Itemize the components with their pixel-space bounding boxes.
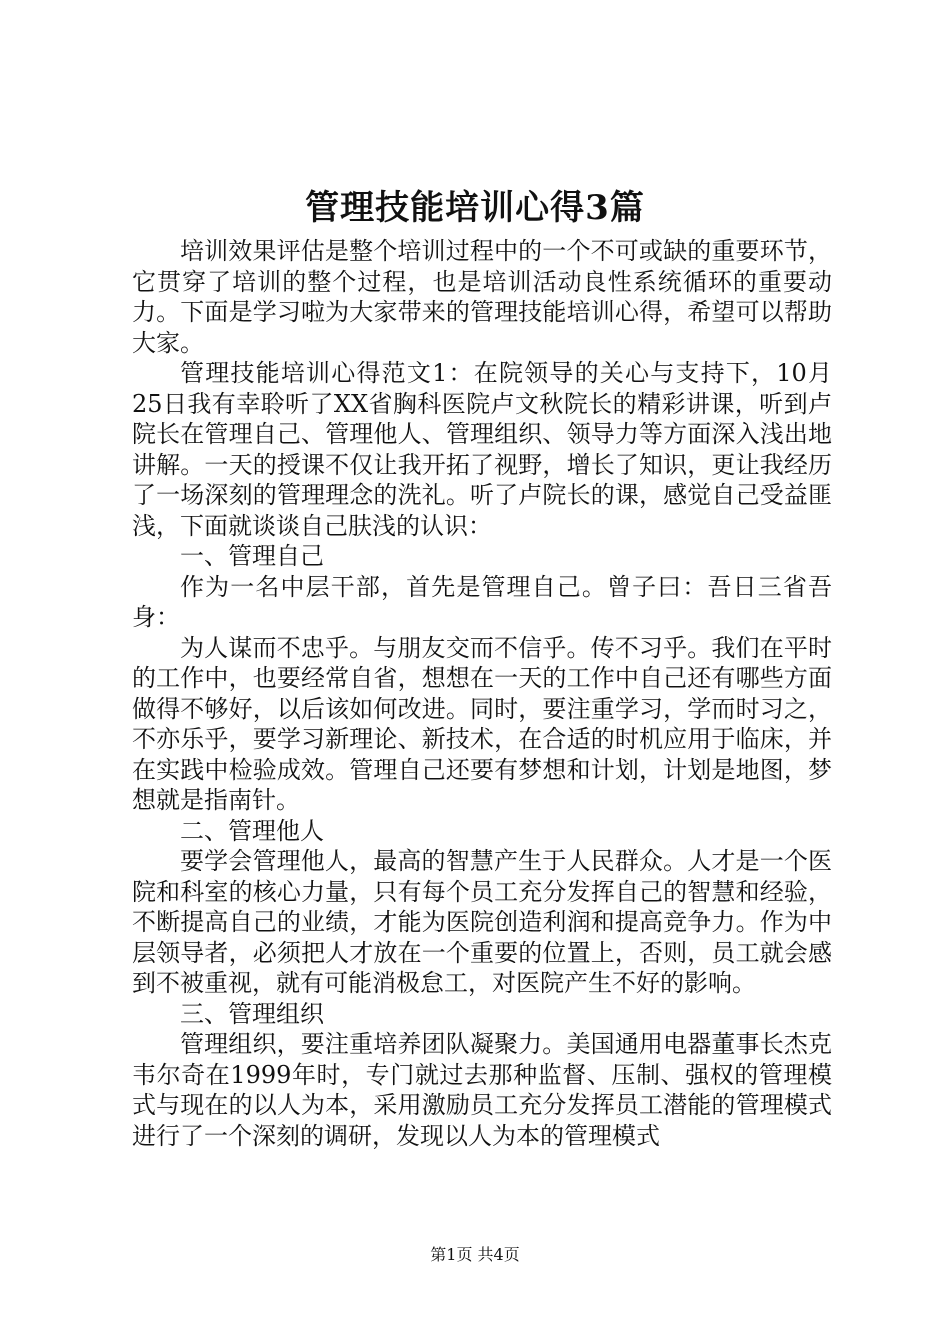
document-body — [132, 236, 832, 1151]
paragraph-manage-organization: 管理组织，要注重培养团队凝聚力。美国通用电器董事长杰克韦尔奇在1999年时，专门就过去那种监督、压制、强权的管理模式与现在的以人为本，采用激励员工充分发挥员工潜能的管理模式进行了一个深刻的调研，发现以人为本的管理模式 — [132, 1030, 832, 1150]
paragraph-intro: 培训效果评估是整个培训过程中的一个不可或缺的重要环节，它贯穿了培训的整个过程，也是培训活动良性系统循环的重要动力。下面是学习啦为大家带来的管理技能培训心得，希望可以帮助大家。 — [132, 237, 832, 357]
section-heading-manage-organization: 三、管理组织 — [180, 999, 324, 1028]
paragraph-manage-others: 要学会管理他人，最高的智慧产生于人民群众。人才是一个医院和科室的核心力量，只有每个员工充分发挥自己的智慧和经验，不断提高自己的业绩，才能为医院创造利润和提高竞争力。作为中层领导者，必须把人才放在一个重要的位置上，否则，员工就会感到不被重视，就有可能消极怠工，对医院产生不好的影响。 — [132, 847, 832, 997]
paragraph-manage-self: 作为一名中层干部，首先是管理自己。曾子曰：吾日三省吾身： — [132, 572, 832, 631]
section-heading-manage-others: 二、管理他人 — [180, 816, 324, 845]
paragraph-sample-1: 管理技能培训心得范文1：在院领导的关心与支持下，10月25日我有幸聆听了XX省胸科医院卢文秋院长的精彩讲课，听到卢院长在管理自己、管理他人、管理组织、领导力等方面深入浅出地讲解。一天的授课不仅让我开拓了视野，增长了知识，更让我经历了一场深刻的管理理念的洗礼。听了卢院长的课，感觉自己受益匪浅，下面就谈谈自己肤浅的认识： — [132, 359, 832, 540]
document-title: 管理技能培训心得3篇 — [305, 188, 645, 228]
paragraph-self-reflection: 为人谋而不忠乎。与朋友交而不信乎。传不习乎。我们在平时的工作中，也要经常自省，想想在一天的工作中自己还有哪些方面做得不够好，以后该如何改进。同时，要注重学习，学而时习之，不亦乐乎，要学习新理论、新技术，在合适的时机应用于临床，并在实践中检验成效。管理自己还要有梦想和计划，计划是地图，梦想就是指南针。 — [132, 633, 832, 814]
section-heading-manage-self: 一、管理自己 — [180, 542, 324, 570]
page-footer: 第1页 共4页 — [430, 1245, 520, 1264]
